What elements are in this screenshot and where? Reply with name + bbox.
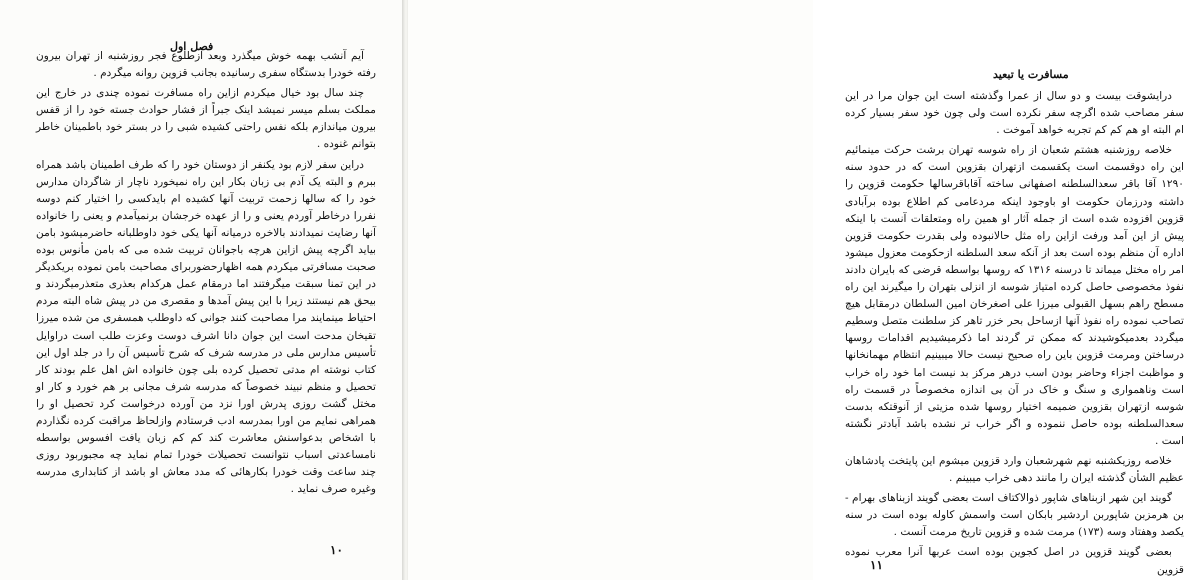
paragraph: آیم آنشب بهمه خوش میگذرد وبعد ازطلوع فجر روزشنبه از تهران بیرون رفته خودرا بدستگاه سفری رسانیده بجانب قزوین روانه میگردم .: [36, 50, 376, 80]
paragraph: گویند این شهر ازبناهای شاپور ذوالاکتاف است بعضی گویند ازبناهای بهرام - بن هرمزبن شاپوربن اردشیر بابکان است واسمش کاوله بوده است در سنه یکصد وهفتاد وسه (۱۷۳) مرمت شده و قزوین تاریخ مرمت آنست .: [845, 492, 1184, 539]
paragraph: بعضی گویند قزوین در اصل کجوین بوده است عربها آنرا معرب نموده قزوین: [845, 546, 1184, 576]
left-page-text: [36, 48, 376, 501]
running-header: مسافرت یا تبعید: [993, 68, 1069, 81]
right-page: [408, 0, 1184, 580]
paragraph: چند سال بود خیال میکردم ازاین راه مسافرت نموده چندی در خارج این مملکت بسلم میسر نمیشد اینک جبراً از فشار حوادث جسته خود را از قفس بیرون میاندازم بلکه نفس راحتی کشیده شبی را در بستر خود باطمینان خاطر بتوانم غنوده .: [36, 87, 376, 151]
right-page-text: [845, 88, 1184, 582]
left-page: [0, 0, 404, 580]
paragraph: خلاصه روزشنبه هشتم شعبان از راه شوسه تهران برشت حرکت مینمائیم این راه دوقسمت است یکقسمت ازتهران بقزوین است که در حدود سنه ۱۲۹۰ آقا باقر سعدالسلطنه اصفهانی ساخته آقاباقرسالها حکومت قزوین را داشته ودرزمان حکومت او باوجود اینکه مردعامی کم اطلاع بوده برآبادی قزوین افزوده شده است از جمله آثار او همین راه ومتعلقات آنست با اینکه پیش از این آمد ورفت ازاین راه مثل حالانبوده ولی بقدرت حکومت قزوین اداره آن منظم بوده است بعد از آنکه سعد السلطنه ازحکومت معزول میشود امر راه مختل میماند تا درسنه ۱۳۱۶ که روسها بواسطه قرضی که بایران دادند نفوذ مخصوصی حاصل کرده امتیاز شوسه از انزلی بتهران را میگیرند این راه مسطح راهم بسهل القبولی میرزا علی اصغرخان امین السلطان درمقابل هیچ تصاحب نموده راه نفوذ آنها ازساحل بحر خزر تاهر کز سلطنت متصل وسطیم میگردد بعدمیکوشیدند که ممکن تر گردند اما ذکرمیشیدیم اقدامات روسها درساختن ومرمت قزوین باین راه صحیح نیست حالا میبینیم انتظام مهمانخانها و مواظبت اجزاء وحاضر بودن اسب درهر مرکز بد نیست اما خود راه خراب است وناهمواری و سنگ و خاک در آن بی اندازه مخصوصاً در قسمت راه شوسه ازتهران بقزوین ضمیمه اختیار روسها شده مزیتی از آنوقتکه بدست سعدالسلطنه بوده حاصل ننموده و اگر خراب تر نشده باشد آبادتر نگشته است .: [845, 144, 1184, 447]
chapter-header: فصل اول: [170, 40, 214, 53]
page-number: ۱۰: [330, 543, 343, 557]
paragraph: دراین سفر لازم بود یکنفر از دوستان خود را که طرف اطمینان باشد همراه ببرم و البته یک آدم بی زبان بکار این راه نمیخورد ناچار از شاگردان مدارس خود را که سالها زحمت تربیت آنها کشیده ام بایدکسی را اختیار کنم دوسه نفررا درخاطر آوردم یعنی و را از عهده خرجشان برنمیآمدم و یعنی را خانواده آنها رضایت نمیدادند بالاخره درمیانه آنها یکی خود داوطلبانه حاضرمیشود بامن بیاید اگرچه پیش ازاین هرچه باجوانان تربیت شده می که بامن مأنوس بوده صحبت مسافرتی میکردم همه اظهارحضوربرای مصاحبت بامن نموده بریکدیگر در این تمنا سبقت میگرفتند اما درمقام عمل هرکدام بعذری متعذرمیگردند و بیحق هم نیستند زیرا با این پیش آمدها و مقصری من در پیش شاه البته مردم احتیاط مینمایند مرا مصاحبت کنند جوانی که داوطلب همسفری من شده میرزا تقیخان مدحت است این جوان دانا اشرف دوست وعزت طلب است دراوایل تأسیس مدارس ملی در مدرسه شرف که شرح تأسیس آن را در جلد اول این کتاب نوشته ام مدتی تحصیل کرده بلی چون خانواده اش اهل علم بودند کار تحصیل و منظم نبیند خصوصاً که مدرسه شرف مجانی بر هم خورد و کار او مختل گشت روزی پدرش اورا نزد من آورده درخواست کرد تحصیل او را همراهی نمایم من اورا بمدرسه ادب فرستادم وازلحاظ مراقبت کرده نگذاردم با اشخاص بدعواسنش معاشرت کند کم کم زبان یافت افسوس بواسطه نامساعدتی اسباب نتوانست تحصیلات خودرا تمام نماید چه مجبوربود روزی چند ساعت وقت خودرا بکارهائی که مدد معاش او باشد از کتابداری مدرسه وغیره صرف نماید .: [36, 158, 376, 496]
paragraph: خلاصه روزیکشنبه نهم شهرشعبان وارد قزوین میشوم این پایتخت پادشاهان عظیم الشأن گذشته ایران را مانند دهی خراب میبینم .: [845, 454, 1184, 485]
page-number: ۱۱: [870, 558, 883, 572]
paragraph: درایشوقت بیست و دو سال از عمرا وگذشته است این جوان مرا در این سفر مصاحب شده اگرچه سفر نکرده است ولی چون خود سفر بسیار کرده ام البته او هم کم کم تجربه خواهد آموخت .: [845, 90, 1184, 137]
